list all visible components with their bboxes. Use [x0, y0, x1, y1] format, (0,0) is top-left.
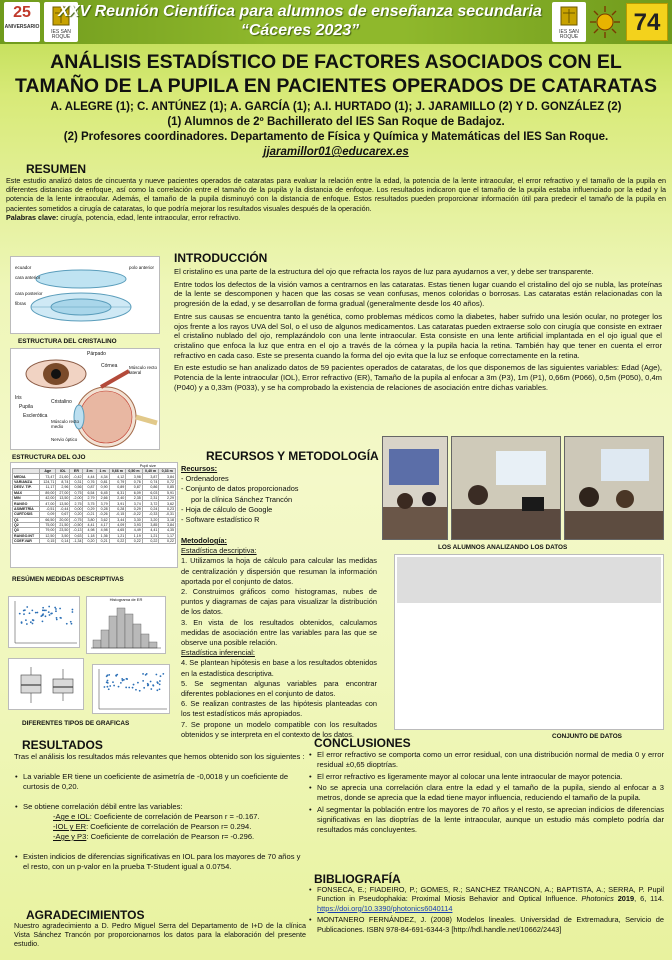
- scatter-point: [23, 613, 25, 615]
- stats-cell: 6,54: [83, 490, 96, 495]
- resumen-descriptivo-caption: RESÚMEN MEDIDAS DESCRIPTIVAS: [12, 576, 124, 583]
- school-logo-right: IES SAN ROQUE: [552, 2, 586, 42]
- scatter-point: [21, 622, 23, 624]
- scatter-point: [160, 675, 162, 677]
- stats-cell: DESV. TIP.: [13, 485, 40, 490]
- sun-emblem-icon: [588, 4, 622, 40]
- scatter-point: [115, 675, 117, 677]
- stats-cell: 11,17: [40, 485, 56, 490]
- stats-cell: -0,15: [109, 512, 126, 517]
- stats-header-cell: IOL: [56, 469, 70, 474]
- scatter-point: [113, 685, 115, 687]
- stats-cell: 4,65: [109, 528, 126, 533]
- stats-cell: 0,72: [159, 479, 176, 484]
- photo-students-1: [382, 436, 448, 540]
- scatter-point: [162, 673, 164, 675]
- stats-cell: 89,00: [40, 490, 56, 495]
- stats-cell: 1,19: [126, 533, 143, 538]
- scatter-point: [137, 682, 139, 684]
- stats-cell: 0,85: [159, 485, 176, 490]
- stats-header-cell: 0,50 m: [126, 469, 143, 474]
- scatter-point: [152, 684, 154, 686]
- stats-cell: 2,31: [142, 495, 159, 500]
- stats-cell: 4,09: [109, 522, 126, 527]
- stats-header-cell: 1 m: [96, 469, 109, 474]
- scatter-point: [19, 613, 21, 615]
- metodologia-text: Metodología: Estadística descriptiva: 1. Utilizamos la hoja de cálculo para calcular las medidas de centralización y dispersión que resuman la información aportada por el conjunto de datos. 2. Construimos gráficos como histogramas, nubes de puntos y diagramas de cajas para visualizar la distribución de los datos. 3. En vista de los resultados obtenidos, calculamos medidas de asociación entre las variables para las que se observe una posible relación. Estadística inferencial: 4. Se plantean hipótesis en base a los resultados obtenidos en la estadística descriptiva. 5. Se segmentan algunas variables para encontrar diferentes poblaciones en el conjunto de datos. 6. Se realizan contrastes de las hipótesis planteadas con los test estadísticos más apropiados. 7. Se propone un modelo compatible con los resultados obtenidos y se interpreta en el contexto de los datos.: [181, 536, 377, 739]
- stats-cell: 75,00: [40, 522, 56, 527]
- agradecimientos-heading: AGRADECIMIENTOS: [26, 908, 145, 922]
- scatter-point: [125, 687, 127, 689]
- photo-students-2: [451, 436, 561, 540]
- stats-cell: 79,00: [40, 528, 56, 533]
- stats-cell: 0,28: [109, 506, 126, 511]
- stats-header-cell: 0,40 m: [142, 469, 159, 474]
- scatter-point: [45, 615, 47, 617]
- scatter-point: [32, 619, 34, 621]
- scatter-point: [128, 687, 130, 689]
- scatter-point: [142, 680, 144, 682]
- stats-header-cell: Age: [40, 469, 56, 474]
- scatter-point: [66, 623, 68, 625]
- scatter-point: [48, 606, 50, 608]
- stats-cell: Q1: [13, 517, 40, 522]
- stats-cell: 3,84: [159, 474, 176, 479]
- stats-cell: 3,44: [109, 517, 126, 522]
- scatter-point: [107, 680, 109, 682]
- stats-cell: 0,90: [96, 485, 109, 490]
- scatter-point: [108, 688, 110, 690]
- scatter-point: [72, 611, 74, 613]
- stats-cell: 1,17: [159, 533, 176, 538]
- stats-cell: 0,79: [109, 479, 126, 484]
- stats-cell: MEDIA: [13, 474, 40, 479]
- stats-cell: 8,74: [56, 479, 70, 484]
- scatter-point: [32, 623, 34, 625]
- scatter-plot-1: [8, 596, 80, 648]
- stats-cell: 2,79: [83, 495, 96, 500]
- stats-cell: 0,74: [142, 479, 159, 484]
- scatter-point: [109, 685, 111, 687]
- stats-cell: 73,47: [40, 474, 56, 479]
- stats-cell: 4,44: [83, 474, 96, 479]
- stats-cell: 0,87: [126, 485, 143, 490]
- author-names: A. ALEGRE (1); C. ANTÚNEZ (1); A. GARCÍA (1); A.I. HURTADO (1); J. JARAMILLO (2) Y D. GONZÁLEZ (2): [50, 101, 622, 113]
- scatter-point: [56, 617, 58, 619]
- poster-number: 74: [626, 3, 668, 41]
- stats-cell: 3,50: [56, 533, 70, 538]
- stats-cell: 3,91: [109, 501, 126, 506]
- stats-cell: 13,50: [56, 495, 70, 500]
- stats-cell: RANGO: [13, 501, 40, 506]
- stats-cell: 0,09: [40, 512, 56, 517]
- scatter-point: [59, 617, 61, 619]
- scatter-point: [159, 688, 161, 690]
- stats-cell: 1,36: [96, 533, 109, 538]
- stats-cell: 2,66: [96, 495, 109, 500]
- poster-title: ANÁLISIS ESTADÍSTICO DE FACTORES ASOCIADOS CON EL TAMAÑO DE LA PUPILA EN PACIENTES OPERADOS DE CATARATAS: [14, 51, 658, 97]
- scatter-point: [159, 680, 161, 682]
- stats-cell: 0,22: [126, 539, 143, 544]
- stats-cell: -0,42: [70, 474, 83, 479]
- scatter-point: [42, 620, 44, 622]
- stats-cell: 3,87: [142, 474, 159, 479]
- dataset-table: [394, 554, 664, 730]
- stats-cell: 0,29: [83, 506, 96, 511]
- boxplot: [8, 658, 84, 710]
- scatter-point: [51, 613, 53, 615]
- histogram-er: Histograma de ER: [86, 596, 166, 654]
- scatter-point: [107, 686, 109, 688]
- stats-cell: 0,15: [40, 539, 56, 544]
- stats-cell: 0,31: [70, 479, 83, 484]
- resultados-text: Tras el análisis los resultados más relevantes que hemos obtenido son los siguientes : • La variable ER tiene un coeficiente de asimetría de -0,0018 y un coeficiente de curtosis de 0,20. • Se obtiene correlación débil entre las variables: -Age e IOL: Coeficiente de correlación de Pearson r = -0.167. -IOL y ER: Coeficiente de correlación de Pearson r= 0.294. -Age y P3: Coeficiente de correlación de Pearson r= -0.296. • Existen indicios de diferencias significativas en IOL para los mayores de 70 años y el resto, con un p-valor en la prueba T-Student igual a 0.0754.: [14, 752, 308, 874]
- stats-cell: 42,00: [40, 495, 56, 500]
- stats-cell: 4,17: [96, 522, 109, 527]
- stats-cell: 0,63: [70, 533, 83, 538]
- stats-cell: 3,79: [96, 501, 109, 506]
- stats-cell: 0,22: [159, 539, 176, 544]
- plot-axes: [15, 601, 77, 643]
- scatter-point: [59, 608, 61, 610]
- stats-cell: 13,50: [56, 501, 70, 506]
- bibliografia-heading: BIBLIOGRAFÍA: [314, 872, 401, 886]
- agradecimientos-text: Nuestro agradecimiento a D. Pedro Miguel Serra del Departamento de I+D de la clínica Vista Sánchez Trancón por proporcionarnos los datos para la elaboración del presente estudio.: [14, 921, 306, 948]
- stats-header-cell: 0,33 m: [159, 469, 176, 474]
- scatter-point: [150, 681, 152, 683]
- scatter-point: [56, 619, 58, 621]
- stats-cell: 6,03: [142, 490, 159, 495]
- bibliografia-list: [308, 885, 664, 936]
- stats-cell: -0,22: [126, 512, 143, 517]
- stats-cell: 6,31: [109, 490, 126, 495]
- scatter-point: [104, 686, 106, 688]
- ref-2: • MONTANERO FERNÁNDEZ, J. (2008) Modelos lineales. Universidad de Extremadura, Servicio de Publicaciones. ISBN 978-84-691-6344-3 [http://hdl.handle.net/10662/2443]: [308, 915, 664, 934]
- stats-cell: -0,33: [142, 512, 159, 517]
- stats-row: [13, 539, 176, 544]
- stats-cell: 0,87: [83, 485, 96, 490]
- stats-cell: 4,35: [159, 528, 176, 533]
- doi-link[interactable]: https://doi.org/10.3390/photonics6040114: [317, 903, 453, 913]
- stats-cell: Q3: [13, 528, 40, 533]
- scatter-point: [135, 689, 137, 691]
- ojo-figure: Párpado Córnea Músculo recto lateral Iris Pupila Esclerótica Cristalino Músculo recto medio Nervio óptico: [10, 348, 160, 450]
- scatter-point: [48, 611, 50, 613]
- stats-cell: 0,29: [126, 506, 143, 511]
- scatter-point: [112, 681, 114, 683]
- scatter-point: [70, 621, 72, 623]
- stats-cell: 3,20: [142, 517, 159, 522]
- stats-cell: ASIMETRÍA: [13, 506, 40, 511]
- scatter-point: [71, 623, 73, 625]
- stats-cell: -0,50: [70, 522, 83, 527]
- resultados-heading: RESULTADOS: [22, 738, 103, 752]
- stats-cell: -0,26: [96, 512, 109, 517]
- stats-cell: 0,67: [56, 512, 70, 517]
- stats-cell: 5,91: [159, 490, 176, 495]
- stats-cell: 66,50: [40, 517, 56, 522]
- stats-cell: 47,00: [40, 501, 56, 506]
- scatter-point: [30, 621, 32, 623]
- introduccion-heading: INTRODUCCIÓN: [174, 251, 268, 265]
- anniversary-logo: 25 ANIVERSARIO: [4, 2, 40, 42]
- cristalino-figure: ecuador cara anterior cara posterior fibras polo anterior: [10, 256, 160, 334]
- stats-cell: COEF.VAR: [13, 539, 40, 544]
- scatter-point: [26, 606, 28, 608]
- stats-cell: 2,96: [56, 485, 70, 490]
- scatter-point: [45, 609, 47, 611]
- stats-cell: 124,71: [40, 479, 56, 484]
- resumen-text: Este estudio analizó datos de cincuenta y nueve pacientes operados de cataratas para evaluar la relación entre la edad, la potencia de la lente intraocular, el error refractivo y el tamaño de la pupila en diferentes distancias de enfoque, así como la correlación entre el tamaño de la pupila y la distancia de enfoque. Los resultados indicaron que el tamaño de la pupila estaba influenciado por la edad y la potencia de la lente intraocular. Además, el tamaño de la pupila disminuyó con la distancia de enfoque. Estos resultados pueden proporcionar información útil para predecir el tamaño de la pupila en pacientes sometidos a cirugía de cataratas, lo que podría mejorar los resultados visuales después de la operación. Palabras clave: cirugía, potencia, edad, lente intraocular, error refractivo.: [6, 176, 666, 222]
- scatter-point: [55, 608, 57, 610]
- stats-cell: 3,98: [126, 474, 143, 479]
- stats-cell: 0,00: [70, 506, 83, 511]
- stats-cell: 3,93: [126, 522, 143, 527]
- stats-cell: -0,75: [70, 517, 83, 522]
- banner-title: XXV Reunión Científica para alumnos de enseñanza secundaria “Cáceres 2023”: [58, 3, 542, 39]
- scatter-point: [132, 687, 134, 689]
- scatter-point: [123, 679, 125, 681]
- stats-cell: -0,31: [159, 512, 176, 517]
- stats-cell: 3,84: [159, 522, 176, 527]
- scatter-point: [150, 688, 152, 690]
- affiliation-2: (2) Profesores coordinadores. Departamento de Física y Química y Matemáticas del IES San Roque. jjaramillor01@educarex.es: [63, 131, 609, 158]
- introduccion-text: El cristalino es una parte de la estructura del ojo que refracta los rayos de luz para ayudarnos a ver, y debe ser transparente. Entre todos los defectos de la visión vamos a centrarnos en las cataratas. Estas tienen lugar cuando el cristalino del ojo se nubla, las proteínas de la lente se descomponen y hacen que las cosas se vean confusas, menos coloridas o borrosas. Las cataratas están relacionadas con la progresión de la edad, y se desarrollan de forma gradual (generalmente desde los 40 años). Entre sus causas se encuentra tanto la genética, como problemas médicos como la diabetes, haber sufrido una lesión ocular, no proteger los ojos frente a los rayos UVA del Sol, o el uso de algunos medicamentos. Las cataratas pueden extraerse solo con cirugía que consiste en extraer el cristalino nublado del ojo, remplazándolo con una lente intraocular. Esta consiste en una lente artificial implantada en el ojo igual que el cristalino que enfoca la luz que entra en el ojo a través de la córnea y la pupila hacia la retina. También hay que tener en cuenta el error refractivo en cada caso. Este se presenta cuando la forma del ojo evita que la luz se enfoque correctamente en la retina. En este estudio se han analizado datos de 59 pacientes operados de cataratas, de los que disponemos de las siguientes variables: Edad (Age), Potencia de la lente intraocular (IOL), Error refractivo (ER), Tamaño de la pupila al enfocar a 3m (P3), 1m (P1), 0,66m (P066), 0,5m (P050), 0,4m (P040) y a 0,33m (P033), y se ha comprobado la existencia de relaciones de asociación entre dichas variables.: [174, 267, 662, 392]
- stats-cell: 4,34: [96, 474, 109, 479]
- stats-cell: 0,14: [56, 539, 70, 544]
- stats-cell: 2,75: [70, 501, 83, 506]
- scatter-point: [43, 609, 45, 611]
- ojo-caption: ESTRUCTURA DEL OJO: [12, 454, 86, 461]
- stats-cell: -1,34: [70, 539, 83, 544]
- scatter-point: [42, 613, 44, 615]
- scatter-point: [120, 682, 122, 684]
- stats-cell: 3,62: [159, 501, 176, 506]
- stats-cell: 3,74: [126, 501, 143, 506]
- school-logo-left: IES SAN ROQUE: [44, 2, 78, 42]
- stats-cell: 4,12: [109, 474, 126, 479]
- scatter-point: [35, 612, 37, 614]
- scatter-point: [107, 682, 109, 684]
- stats-cell: 3,72: [142, 501, 159, 506]
- authors-block: [10, 100, 662, 160]
- stats-cell: 0,56: [70, 485, 83, 490]
- scatter-point: [147, 685, 149, 687]
- graficas-caption: DIFERENTES TIPOS DE GRAFICAS: [22, 720, 130, 727]
- stats-cell: 0,81: [96, 479, 109, 484]
- school-crest-icon: [559, 5, 579, 27]
- scatter-point: [142, 673, 144, 675]
- photo-students-3: [564, 436, 664, 540]
- scatter-point: [49, 614, 51, 616]
- scatter-point: [133, 684, 135, 686]
- scatter-point: [139, 690, 141, 692]
- stats-cell: CURTOSIS: [13, 512, 40, 517]
- stats-cell: -0,21: [83, 512, 96, 517]
- stats-cell: 0,20: [83, 539, 96, 544]
- ref-1: • FONSECA, E.; FIADEIRO, P.; GOMES, R.; SANCHEZ TRANCON, A.; BAPTISTA, A.; SERRA, P. Pupil Function in Pseudophakia: Proximal Miosis Behavior and Optical Influence. Photonics 2019, 6, 114. https://doi.org/10.3390/photonics6040114: [308, 885, 664, 913]
- stats-cell: 0,76: [126, 479, 143, 484]
- recursos-list: Recursos: - Ordenadores - Conjunto de datos proporcionados por la clínica Sánchez Trancón - Hoja de cálculo de Google - Software estadístico R: [181, 464, 299, 525]
- stats-cell: 3,62: [96, 517, 109, 522]
- stats-cell: VARIANZA: [13, 479, 40, 484]
- stats-cell: 4,41: [142, 528, 159, 533]
- scatter-point: [36, 612, 38, 614]
- stats-cell: 3,85: [142, 522, 159, 527]
- stats-header-cell: 3 m: [83, 469, 96, 474]
- contact-email[interactable]: jjaramillor01@educarex.es: [263, 146, 409, 158]
- stats-cell: 0,86: [142, 485, 159, 490]
- scatter-point: [155, 674, 157, 676]
- scatter-point: [118, 686, 120, 688]
- resumen-heading: RESUMEN: [26, 162, 87, 176]
- stats-cell: -0,13: [70, 528, 83, 533]
- conjunto-caption: CONJUNTO DE DATOS: [552, 733, 622, 740]
- stats-cell: 2,29: [159, 495, 176, 500]
- affiliation-1: (1) Alumnos de 2º Bachillerato del IES San Roque de Badajoz.: [167, 116, 505, 128]
- scatter-point: [159, 683, 161, 685]
- scatter-plot-2: [92, 664, 170, 714]
- scatter-point: [55, 610, 57, 612]
- stats-cell: 0,24: [142, 506, 159, 511]
- stats-cell: 27,00: [56, 490, 70, 495]
- stats-cell: 0,76: [83, 479, 96, 484]
- stats-cell: -0,44: [56, 506, 70, 511]
- alumnos-caption: LOS ALUMNOS ANALIZANDO LOS DATOS: [438, 544, 568, 551]
- stats-cell: 6,09: [126, 490, 143, 495]
- stats-cell: 1,18: [83, 533, 96, 538]
- scatter-point: [72, 609, 74, 611]
- stats-cell: 23,50: [56, 528, 70, 533]
- stats-cell: 12,50: [40, 533, 56, 538]
- scatter-point: [107, 674, 109, 676]
- stats-table-figure: Pupil size Age IOL ER 3 m 1 m 0,66 m 0,50 m 0,40 m 0,33 m MEDIA 73,47 21,60 -0,42 4,44 4,34 4,12 3,98 3,87 3,84 VARIANZA 124,71 8,74 0,31 0,76 0,81 0,79 0,76 0,74 0,72 DESV. TIP. 11,17 2,96 0,56 0,87 0,90 0,89 0,87 0,86 0,85 MAX 89,00 27,00 0,75 6,54 6,45 6,31 6,09 6,03 5,91 MIN 42,00 13,50 -2,00 2,79 2,66 2,40 2,35 2,31 2,29 RANGO 47,00 13,50 2,75 3,75 3,79 3,91 3,74 3,72 3,62 ASIMETRÍA -0,51 -0,44 0,00 0,29 0,28 0,28 0,29 0,24 0,23 CURTOSIS 0,09 0,67 0,20 -0,21 -0,26 -0,15 -0,22 -0,33 -0,31 Q1 66,50 20,00 -0,75 3,80 3,62 3,44 3,30 3,20 3,18 Q2 75,00 21,50 -0,50 4,41 4,17 4,09 3,93 3,85 3,84 Q3 79,00 23,50 -0,13 4,98 4,98 4,65 4,49 4,41 4,35 RANGO.INT 12,50 3,50 0,63 1,18 1,36 1,21 1,19 1,21 1,17 COEF.VAR 0,15 0,14 -1,34 0,20 0,21 0,22 0,22 0,22 0,22: [10, 462, 178, 568]
- scatter-point: [108, 674, 110, 676]
- scatter-point: [126, 678, 128, 680]
- stats-cell: 20,00: [56, 517, 70, 522]
- stats-cell: 1,21: [109, 533, 126, 538]
- scatter-point: [121, 678, 123, 680]
- stats-cell: RANGO.INT: [13, 533, 40, 538]
- stats-cell: 4,41: [83, 522, 96, 527]
- stats-cell: 2,35: [126, 495, 143, 500]
- scatter-point: [26, 623, 28, 625]
- stats-cell: 6,45: [96, 490, 109, 495]
- scatter-point: [42, 607, 44, 609]
- stats-cell: 21,60: [56, 474, 70, 479]
- scatter-point: [146, 673, 148, 675]
- metodologia-heading: RECURSOS Y METODOLOGÍA: [206, 449, 379, 463]
- scatter-point: [29, 612, 31, 614]
- stats-cell: 1,21: [142, 533, 159, 538]
- stats-cell: 0,21: [96, 539, 109, 544]
- stats-cell: MAX: [13, 490, 40, 495]
- stats-cell: 4,98: [96, 528, 109, 533]
- stats-cell: 21,50: [56, 522, 70, 527]
- conclusiones-list: • El error refractivo se comporta como un error residual, con una distribución normal de media 0 y error residual ±0,65 dioptrías. • El error refractivo es ligeramente mayor al colocar una lente intraocular de mayor potencia. • No se aprecia una correlación clara entre la edad y el tamaño de la pupila, siendo al enfocar a 3 metros, donde se aprecia que la edad tiene mayor influencia, reduciendo el tamaño de la pupila. • Al segmentar la población entre los mayores de 70 años y el resto, se aprecian indicios de diferencias significativas en las dioptrías de la lente intraocular, aunque un estudio más completo podría dar resultados más concluyentes.: [308, 750, 664, 836]
- scatter-point: [31, 610, 33, 612]
- scatter-point: [143, 687, 145, 689]
- stats-cell: MIN: [13, 495, 40, 500]
- stats-cell: 3,18: [159, 517, 176, 522]
- scatter-point: [156, 681, 158, 683]
- stats-cell: 3,75: [83, 501, 96, 506]
- scatter-point: [156, 689, 158, 691]
- stats-table: [12, 468, 176, 544]
- stats-cell: 4,98: [83, 528, 96, 533]
- stats-cell: Q2: [13, 522, 40, 527]
- stats-cell: 3,80: [83, 517, 96, 522]
- stats-cell: 2,40: [109, 495, 126, 500]
- stats-cell: 0,28: [96, 506, 109, 511]
- stats-cell: 3,30: [126, 517, 143, 522]
- stats-cell: 0,89: [109, 485, 126, 490]
- stats-header-cell: 0,66 m: [109, 469, 126, 474]
- dataset-row: [397, 602, 661, 603]
- conclusiones-heading: CONCLUSIONES: [314, 736, 411, 750]
- stats-cell: -0,51: [40, 506, 56, 511]
- scatter-point: [25, 619, 27, 621]
- stats-header-cell: ER: [70, 469, 83, 474]
- stats-cell: 0,20: [70, 512, 83, 517]
- stats-cell: 0,22: [109, 539, 126, 544]
- stats-cell: 4,49: [126, 528, 143, 533]
- stats-cell: 0,75: [70, 490, 83, 495]
- stats-cell: -2,00: [70, 495, 83, 500]
- scatter-point: [24, 609, 26, 611]
- cristalino-caption: ESTRUCTURA DEL CRISTALINO: [18, 338, 117, 345]
- stats-cell: 0,22: [142, 539, 159, 544]
- stats-cell: 0,23: [159, 506, 176, 511]
